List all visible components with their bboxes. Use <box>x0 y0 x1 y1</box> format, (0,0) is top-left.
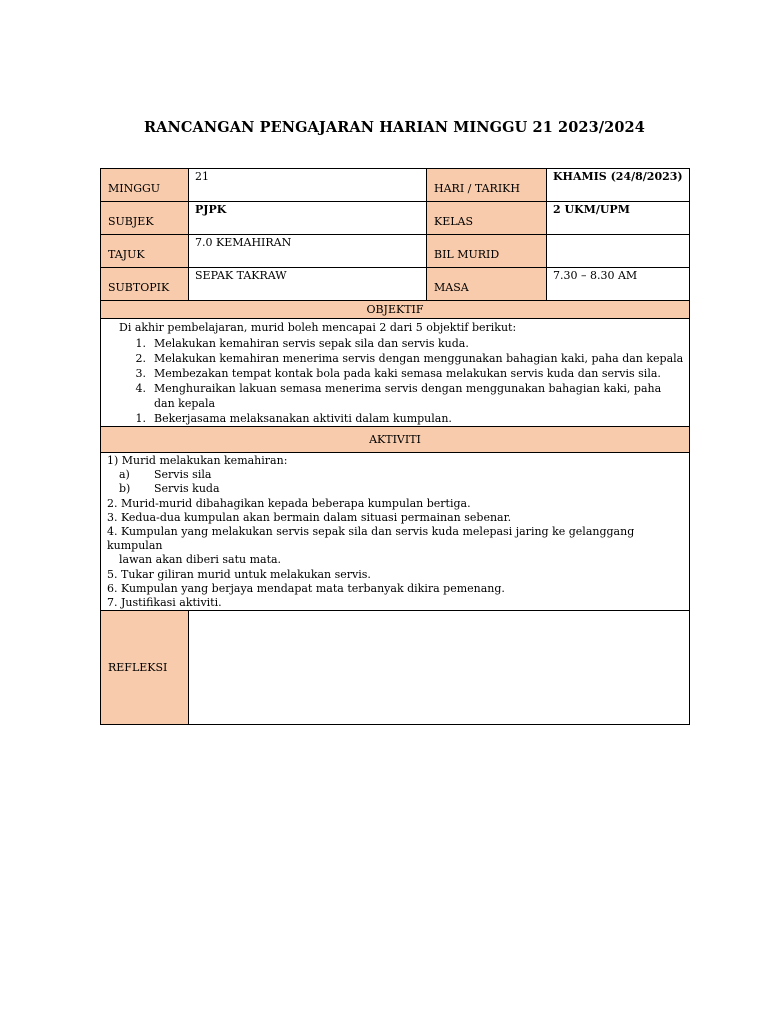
aktiviti-line: lawan akan diberi satu mata. <box>119 553 282 567</box>
aktiviti-heading: AKTIVITI <box>101 427 690 453</box>
aktiviti-content <box>101 453 690 611</box>
masa-label: MASA <box>427 268 547 301</box>
lesson-plan-table <box>100 168 690 725</box>
page-title: RANCANGAN PENGAJARAN HARIAN MINGGU 21 2023/2024 <box>144 119 645 136</box>
refleksi-field[interactable] <box>189 611 690 725</box>
row-minggu <box>101 169 690 202</box>
kelas-value: 2 UKM/UPM <box>547 202 690 235</box>
aktiviti-line: 4. Kumpulan yang melakukan servis sepak sila dan servis kuda melepasi jaring ke gelanggang kumpulan <box>107 525 635 553</box>
list-item: 1. Melakukan kemahiran servis sepak sila dan servis kuda. <box>135 337 469 350</box>
refleksi-label: REFLEKSI <box>101 611 189 725</box>
list-item: 4. Menghuraikan lakuan semasa menerima servis dengan menggunakan bahagian kaki, paha dan kepala <box>135 382 662 410</box>
subtopik-label: SUBTOPIK <box>101 268 189 301</box>
kelas-label: KELAS <box>427 202 547 235</box>
row-tajuk <box>101 235 690 268</box>
tajuk-value: 7.0 KEMAHIRAN <box>189 235 427 268</box>
tajuk-label: TAJUK <box>101 235 189 268</box>
minggu-label: MINGGU <box>101 169 189 202</box>
aktiviti-line: 7. Justifikasi aktiviti. <box>107 596 222 610</box>
aktiviti-sub-item: b) Servis kuda <box>119 482 220 496</box>
aktiviti-line: 5. Tukar giliran murid untuk melakukan servis. <box>107 567 371 581</box>
hari-value: KHAMIS (24/8/2023) <box>547 169 690 202</box>
subjek-value: PJPK <box>189 202 427 235</box>
row-subtopik <box>101 268 690 301</box>
bil-murid-label: BIL MURID <box>427 235 547 268</box>
objektif-heading: OBJEKTIF <box>101 301 690 319</box>
aktiviti-line: 3. Kedua-dua kumpulan akan bermain dalam situasi permainan sebenar. <box>107 510 512 524</box>
subtopik-value: SEPAK TAKRAW <box>189 268 427 301</box>
hari-label: HARI / TARIKH <box>427 169 547 202</box>
minggu-value: 21 <box>189 169 427 202</box>
subjek-label: SUBJEK <box>101 202 189 235</box>
aktiviti-line: 2. Murid-murid dibahagikan kepada beberapa kumpulan bertiga. <box>107 496 471 510</box>
objektif-intro: Di akhir pembelajaran, murid boleh mencapai 2 dari 5 objektif berikut: <box>119 321 517 334</box>
list-item: 3. Membezakan tempat kontak bola pada kaki semasa melakukan servis kuda dan servis sila. <box>135 367 661 380</box>
objektif-content <box>101 319 690 427</box>
list-item: 2. Melakukan kemahiran menerima servis dengan menggunakan bahagian kaki, paha dan kepala <box>135 352 684 365</box>
aktiviti-sub-item: a) Servis sila <box>119 468 212 482</box>
list-item: 1. Bekerjasama melaksanakan aktiviti dalam kumpulan. <box>135 412 452 425</box>
bil-murid-value <box>547 235 690 268</box>
masa-value: 7.30 – 8.30 AM <box>547 268 690 301</box>
aktiviti-line: 6. Kumpulan yang berjaya mendapat mata terbanyak dikira pemenang. <box>107 581 505 595</box>
row-subjek <box>101 202 690 235</box>
aktiviti-line: 1) Murid melakukan kemahiran: <box>107 454 288 467</box>
